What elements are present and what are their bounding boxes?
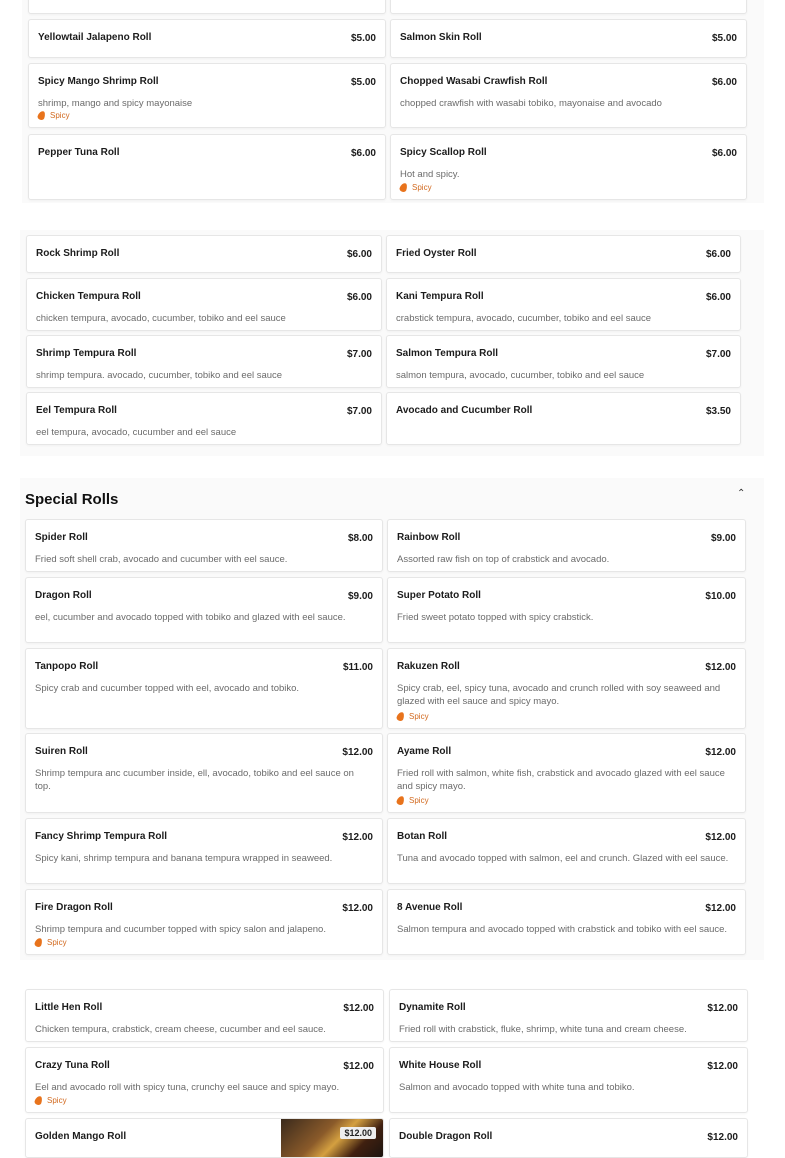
item-name: Fire Dragon Roll [35,902,113,913]
item-price: $5.00 [711,33,737,44]
item-name: Pepper Tuna Roll [38,147,120,158]
item-name: 8 Avenue Roll [397,902,463,913]
item-price: $12.00 [340,1127,376,1139]
item-price: $12.00 [707,1132,738,1143]
flame-icon [396,711,405,722]
item-name: Fried Oyster Roll [396,248,477,259]
item-price: $12.00 [343,1061,374,1072]
menu-item-card[interactable] [25,889,383,955]
flame-icon [34,1095,43,1106]
item-name: Rainbow Roll [397,532,461,543]
menu-item-card[interactable] [387,818,746,884]
spicy-label: Spicy [47,938,67,947]
item-name: Fancy Shrimp Tempura Roll [35,831,168,842]
item-price: $8.00 [347,533,373,544]
menu-item-card[interactable] [390,19,747,58]
item-name: White House Roll [399,1060,482,1071]
menu-item-card[interactable] [386,392,741,445]
menu-item-card[interactable] [389,1047,748,1113]
menu-item-card[interactable] [389,989,748,1042]
spicy-label: Spicy [412,183,432,192]
item-name: Eel Tempura Roll [36,405,117,416]
item-description: Salmon tempura and avocado topped with crabstick and tobiko with eel sauce. [397,924,728,935]
item-description: Spicy kani, shrimp tempura and banana tempura wrapped in seaweed. [35,853,333,864]
menu-item-card[interactable] [25,1118,384,1158]
item-description: chopped crawfish with wasabi tobiko, mayonaise and avocado [400,98,662,109]
item-description: Chicken tempura, crabstick, cream cheese, cucumber and eel sauce. [35,1024,326,1035]
menu-item-card[interactable] [28,63,386,128]
item-price: $5.00 [350,33,376,44]
menu-item-card[interactable] [386,278,741,331]
item-description: Eel and avocado roll with spicy tuna, crunchy eel sauce and spicy mayo. [35,1082,340,1093]
item-description: Assorted raw fish on top of crabstick and avocado. [397,554,610,565]
menu-item-card[interactable] [387,889,746,955]
item-description: Shrimp tempura anc cucumber inside, ell, avocado, tobiko and eel sauce on top. [35,768,354,792]
menu-item-card[interactable] [387,733,746,813]
menu-item-card[interactable] [25,989,384,1042]
spicy-label: Spicy [409,712,429,721]
menu-item-card[interactable] [28,0,386,14]
item-price: $11.00 [342,662,373,673]
item-name: Ayame Roll [397,746,452,757]
menu-item-card[interactable] [25,577,383,643]
item-description: chicken tempura, avocado, cucumber, tobiko and eel sauce [36,313,286,324]
menu-item-card[interactable] [386,335,741,388]
spicy-badge [35,1096,67,1105]
item-price: $6.00 [350,148,376,159]
item-price: $12.00 [343,1003,374,1014]
menu-item-card[interactable] [387,648,746,729]
item-name: Spicy Scallop Roll [400,147,487,158]
item-price: $6.00 [705,292,731,303]
menu-item-card[interactable] [25,648,383,729]
item-name: Dynamite Roll [399,1002,466,1013]
spicy-badge [397,796,429,805]
menu-item-card[interactable] [386,235,741,273]
menu-item-card[interactable] [26,392,382,445]
item-name: Rakuzen Roll [397,661,460,672]
item-name: Kani Tempura Roll [396,291,484,302]
item-name: Rock Shrimp Roll [36,248,120,259]
menu-item-card[interactable] [25,818,383,884]
item-price: $12.00 [707,1061,738,1072]
item-price: $12.00 [342,747,373,758]
item-name: Spider Roll [35,532,88,543]
item-description: Fried roll with crabstick, fluke, shrimp, white tuna and cream cheese. [399,1024,687,1035]
item-price: $12.00 [342,832,373,843]
item-name: Botan Roll [397,831,447,842]
menu-item-card[interactable] [25,733,383,813]
item-name: Golden Mango Roll [35,1131,127,1142]
item-price: $10.00 [705,591,736,602]
item-name: Yellowtail Jalapeno Roll [38,32,152,43]
menu-item-card[interactable] [26,278,382,331]
item-price: $9.00 [710,533,736,544]
item-name: Salmon Tempura Roll [396,348,499,359]
item-price: $7.00 [705,349,731,360]
item-name: Shrimp Tempura Roll [36,348,137,359]
menu-item-card[interactable] [390,63,747,128]
spicy-badge [400,183,432,192]
section-title: Special Rolls [25,491,119,508]
item-name: Salmon Skin Roll [400,32,482,43]
item-description: Hot and spicy. [400,169,460,180]
menu-item-card[interactable] [28,134,386,200]
item-price: $12.00 [342,903,373,914]
collapse-chevron-icon[interactable]: ⌃ [737,488,746,499]
item-name: Avocado and Cucumber Roll [396,405,533,416]
item-name: Chopped Wasabi Crawfish Roll [400,76,548,87]
item-name: Chicken Tempura Roll [36,291,141,302]
item-name: Little Hen Roll [35,1002,103,1013]
item-price: $12.00 [705,747,736,758]
item-price: $12.00 [705,662,736,673]
item-description: shrimp tempura. avocado, cucumber, tobiko and eel sauce [36,370,283,381]
item-price: $12.00 [705,832,736,843]
menu-item-card[interactable] [26,335,382,388]
spicy-badge [397,712,429,721]
flame-icon [37,110,46,121]
item-description: salmon tempura, avocado, cucumber, tobiko and eel sauce [396,370,645,381]
item-price: $12.00 [707,1003,738,1014]
item-price: $6.00 [711,148,737,159]
menu-item-card[interactable] [390,0,747,14]
item-description: Fried sweet potato topped with spicy crabstick. [397,612,594,623]
item-price: $6.00 [711,77,737,88]
spicy-label: Spicy [409,796,429,805]
item-description: eel, cucumber and avocado topped with tobiko and glazed with eel sauce. [35,612,346,623]
item-price: $9.00 [347,591,373,602]
menu-item-card[interactable] [387,519,746,572]
spicy-label: Spicy [50,111,70,120]
item-photo[interactable] [281,1119,383,1158]
item-description: Fried roll with salmon, white fish, crabstick and avocado glazed with eel sauce and spicy mayo. [397,768,725,792]
item-name: Spicy Mango Shrimp Roll [38,76,159,87]
spicy-badge [38,111,70,120]
spicy-badge [35,938,67,947]
item-price: $6.00 [346,249,372,260]
item-description: Spicy crab, eel, spicy tuna, avocado and crunch rolled with soy seaweed and glazed with eel sauce and spicy mayo. [397,683,721,707]
flame-icon [34,937,43,948]
menu-item-card[interactable] [26,235,382,273]
item-price: $3.50 [705,406,731,417]
flame-icon [396,795,405,806]
item-name: Crazy Tuna Roll [35,1060,110,1071]
menu-item-card[interactable] [25,1047,384,1113]
item-name: Tanpopo Roll [35,661,99,672]
flame-icon [399,182,408,193]
menu-item-card[interactable] [387,577,746,643]
menu-item-card[interactable] [389,1118,748,1158]
menu-item-card[interactable] [25,519,383,572]
item-price: $5.00 [350,77,376,88]
item-price: $6.00 [705,249,731,260]
item-description: Spicy crab and cucumber topped with eel, avocado and tobiko. [35,683,300,694]
item-name: Dragon Roll [35,590,92,601]
item-price: $6.00 [346,292,372,303]
item-description: shrimp, mango and spicy mayonaise [38,98,193,109]
item-price: $7.00 [346,349,372,360]
item-name: Suiren Roll [35,746,88,757]
menu-item-card[interactable] [28,19,386,58]
item-description: Salmon and avocado topped with white tuna and tobiko. [399,1082,635,1093]
item-name: Double Dragon Roll [399,1131,493,1142]
item-price: $12.00 [705,903,736,914]
item-price: $7.00 [346,406,372,417]
item-description: Fried soft shell crab, avocado and cucumber with eel sauce. [35,554,288,565]
menu-item-card[interactable] [390,134,747,200]
item-description: eel tempura, avocado, cucumber and eel sauce [36,427,237,438]
item-description: Shrimp tempura and cucumber topped with spicy salon and jalapeno. [35,924,326,935]
spicy-label: Spicy [47,1096,67,1105]
item-name: Super Potato Roll [397,590,481,601]
item-description: Tuna and avocado topped with salmon, eel and crunch. Glazed with eel sauce. [397,853,729,864]
item-description: crabstick tempura, avocado, cucumber, tobiko and eel sauce [396,313,652,324]
